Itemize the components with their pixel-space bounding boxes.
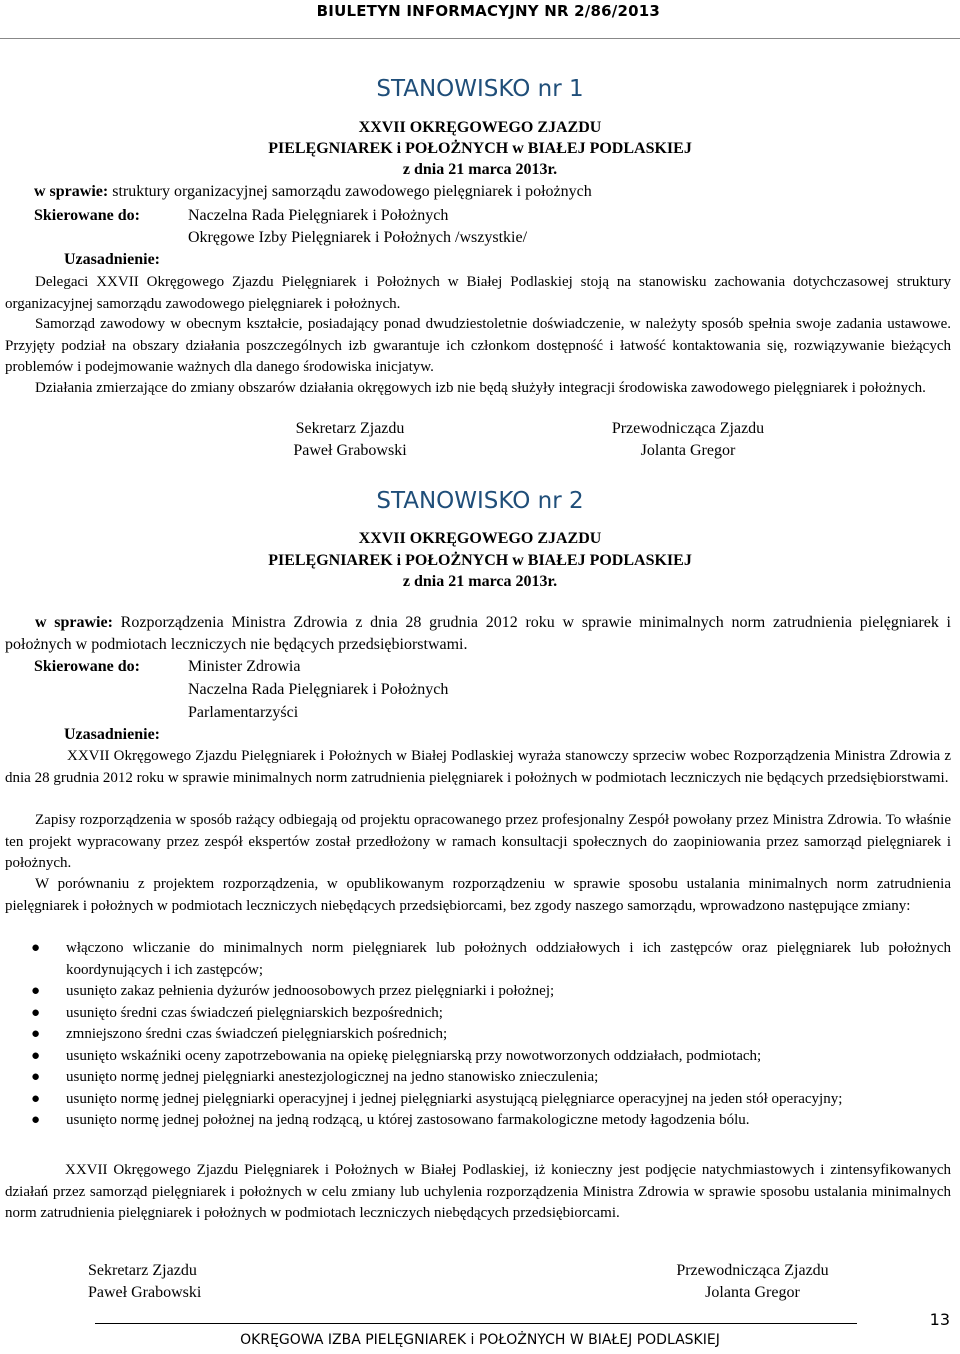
footer-rule xyxy=(95,1323,857,1324)
list-item: ● zmniejszono średni czas świadczeń pielęgniarskich pośrednich; xyxy=(5,1024,951,1046)
bullet-icon: ● xyxy=(31,1026,41,1042)
s2-sig-left-role: Sekretarz Zjazdu xyxy=(88,1262,197,1279)
s1-paragraph-1 xyxy=(5,272,951,315)
s1-sig-left-role: Sekretarz Zjazdu xyxy=(295,420,405,437)
s2-changes-list xyxy=(5,938,951,1132)
bullet-icon: ● xyxy=(31,983,41,999)
s2-subject-text: Rozporządzenia Ministra Zdrowia z dnia 28 grudnia 2012 roku w sprawie minimalnych norm zatrudnienia pielęgniarek i położnych w podmiotach leczniczych nie będących przedsiębiorstwami. xyxy=(5,614,951,653)
s1-signature-right xyxy=(588,418,788,462)
s1-signature-left xyxy=(270,418,430,462)
s1-sig-right-role: Przewodnicząca Zjazdu xyxy=(611,420,765,437)
s2-p3-text: W porównaniu z projektem rozporządzenia, w opublikowanym rozporządzeniu w sprawie sposobu ustalania minimalnych norm zatrudnienia pielęgniarek i położnych w podmiotach leczniczych niebędących przedsiębiorcami, bez zgody naszego samorządu, wprowadzono następujące zmiany: xyxy=(5,876,951,914)
s1-paragraph-3 xyxy=(5,378,951,400)
bullet-icon: ● xyxy=(31,1004,41,1021)
bullet-icon: ● xyxy=(31,1112,41,1128)
s1-p1-text: Delegaci XXVII Okręgowego Zjazdu Pielęgniarek i Położnych w Białej Podlaskiej stoją na stanowisku zachowania dotychczasowej struktury organizacyjnej samorządu zawodowego pielęgniarek i położnych. xyxy=(5,274,951,312)
footer-text: OKRĘGOWA IZBA PIELĘGNIAREK i POŁOŻNYCH W BIAŁEJ PODLASKIEJ xyxy=(240,1332,720,1348)
s2-signature-right xyxy=(660,1260,845,1304)
s2-subject xyxy=(5,612,951,655)
s2-paragraph-2 xyxy=(5,810,951,875)
s2-addressed-label: Skierowane do: xyxy=(34,658,140,675)
s1-sig-left-name: Paweł Grabowski xyxy=(293,442,407,459)
s1-p2-text: Samorząd zawodowy w obecnym kształcie, posiadający ponad dwudziestoletnie doświadczenie, w należyty sposób spełnia swoje zadania ustawowe. Przyjęty podział na obszary działania poszczególnych izb gwarantuje ich członkom dostępność i łatwość kontaktowania się, rozwiązywanie bieżących problemów i podejmowanie ważnych dla danego środowiska inicjatyw. xyxy=(5,316,951,375)
s2-p2-text: Zapisy rozporządzenia w sposób rażący odbiegają od projektu opracowanego przez profesjonalny Zespół powołany przez Ministra Zdrowia. To właśnie ten projekt wypracowany przez zespół ekspertów został przedłożony w ramach konsultacji społecznych do zaopiniowania przez samorząd pielęgniarek i położnych. xyxy=(5,812,951,871)
s2-paragraph-1 xyxy=(5,746,951,789)
s1-addressee-1: Naczelna Rada Pielęgniarek i Położnych xyxy=(188,207,449,224)
s1-sig-right-name: Jolanta Gregor xyxy=(640,442,736,459)
s2-sig-right-name: Jolanta Gregor xyxy=(705,1284,800,1301)
s1-subject-label: w sprawie: xyxy=(34,183,109,200)
s1-addressee-2: Okręgowe Izby Pielęgniarek i Położnych /wszystkie/ xyxy=(188,229,528,246)
s2-paragraph-3 xyxy=(5,874,951,917)
list-item: ● usunięto wskaźniki oceny zapotrzebowania na opiekę pielęgniarską przy nowotworzonych oddziałach, podmiotach; xyxy=(5,1046,951,1068)
s1-p3-text: Działania zmierzające do zmiany obszarów działania okręgowych izb nie będą służyły integracji środowiska zawodowego pielęgniarek i położnych. xyxy=(35,380,926,396)
list-item: ● włączono wliczanie do minimalnych norm pielęgniarek lub położnych oddziałowych i ich zastępców oraz pielęgniarek lub położnych koordynujących i ich zastępców; xyxy=(31,940,951,978)
bullet-icon: ● xyxy=(31,1047,41,1064)
list-item: ● usunięto normę jednej pielęgniarki anestezjologicznej na jedno stanowisko znieczulenia; xyxy=(5,1067,951,1089)
header-rule xyxy=(0,38,960,39)
list-item: ● usunięto normę jednej położnej na jedną rodzącą, u której zastosowano farmakologiczne metody łagodzenia bólu. xyxy=(5,1110,951,1132)
s1-heading-2: PIELĘGNIAREK i POŁOŻNYCH w BIAŁEJ PODLASKIEJ xyxy=(268,140,692,157)
list-item: ● usunięto średni czas świadczeń pielęgniarskich bezpośrednich; xyxy=(5,1003,951,1025)
s1-subject xyxy=(34,182,592,202)
bullet-icon: ● xyxy=(31,940,41,956)
bullet-icon: ● xyxy=(31,1069,41,1085)
page-number: 13 xyxy=(929,1310,950,1329)
s2-heading-2: PIELĘGNIAREK i POŁOŻNYCH w BIAŁEJ PODLASKIEJ xyxy=(268,552,692,569)
s2-signature-left xyxy=(88,1260,228,1304)
s1-addressed-label: Skierowane do: xyxy=(34,207,140,224)
bulletin-header: BIULETYN INFORMACYJNY NR 2/86/2013 xyxy=(316,2,660,20)
stanowisko-1-title: STANOWISKO nr 1 xyxy=(376,76,584,102)
s1-paragraph-2 xyxy=(5,314,951,379)
s2-heading-1: XXVII OKRĘGOWEGO ZJAZDU xyxy=(358,530,602,547)
s1-heading-1: XXVII OKRĘGOWEGO ZJAZDU xyxy=(358,119,602,136)
s2-sig-right-role: Przewodnicząca Zjazdu xyxy=(676,1262,829,1279)
s2-addressee-3: Parlamentarzyści xyxy=(188,704,299,721)
s2-justification-label: Uzasadnienie: xyxy=(64,726,160,743)
list-item: ● usunięto zakaz pełnienia dyżurów jednoosobowych przez pielęgniarki i położnej; xyxy=(5,981,951,1003)
s2-heading-3: z dnia 21 marca 2013r. xyxy=(402,573,558,590)
s1-subject-text: struktury organizacyjnej samorządu zawodowego pielęgniarek i położnych xyxy=(112,183,592,200)
stanowisko-2-title: STANOWISKO nr 2 xyxy=(376,488,584,514)
s2-paragraph-4 xyxy=(5,1160,951,1225)
s2-p1-text: XXVII Okręgowego Zjazdu Pielęgniarek i Położnych w Białej Podlaskiej wyraża stanowczy sprzeciw wobec Rozporządzenia Ministra Zdrowia z dnia 28 grudnia 2012 roku w sprawie minimalnych norm zatrudnienia pielęgniarek i położnych w podmiotach leczniczych nie będących przedsiębiorstwami. xyxy=(5,748,951,786)
s1-justification-label: Uzasadnienie: xyxy=(64,251,160,268)
s2-sig-left-name: Paweł Grabowski xyxy=(88,1284,202,1301)
s2-addressee-2: Naczelna Rada Pielęgniarek i Położnych xyxy=(188,681,449,698)
bullet-icon: ● xyxy=(31,1090,41,1107)
s2-subject-label: w sprawie: xyxy=(35,614,113,631)
s2-p4-text: XXVII Okręgowego Zjazdu Pielęgniarek i Położnych w Białej Podlaskiej, iż konieczny jest podjęcie natychmiastowych i zintensyfikowanych działań przez samorząd pielęgniarek i położnych w celu zmiany lub uchylenia rozporządzenia Ministra Zdrowia w sprawie sposobu ustalania minimalnych norm zatrudnienia pielęgniarek i położnych w podmiotach leczniczych niebędących przedsiębiorcami. xyxy=(5,1162,951,1221)
list-item: ● usunięto normę jednej pielęgniarki operacyjnej i jednej pielęgniarki asystującą pielęgniarce operacyjnej na jeden stół operacyjny; xyxy=(5,1089,951,1111)
s1-heading-3: z dnia 21 marca 2013r. xyxy=(402,161,558,178)
s2-addressee-1: Minister Zdrowia xyxy=(188,658,301,675)
